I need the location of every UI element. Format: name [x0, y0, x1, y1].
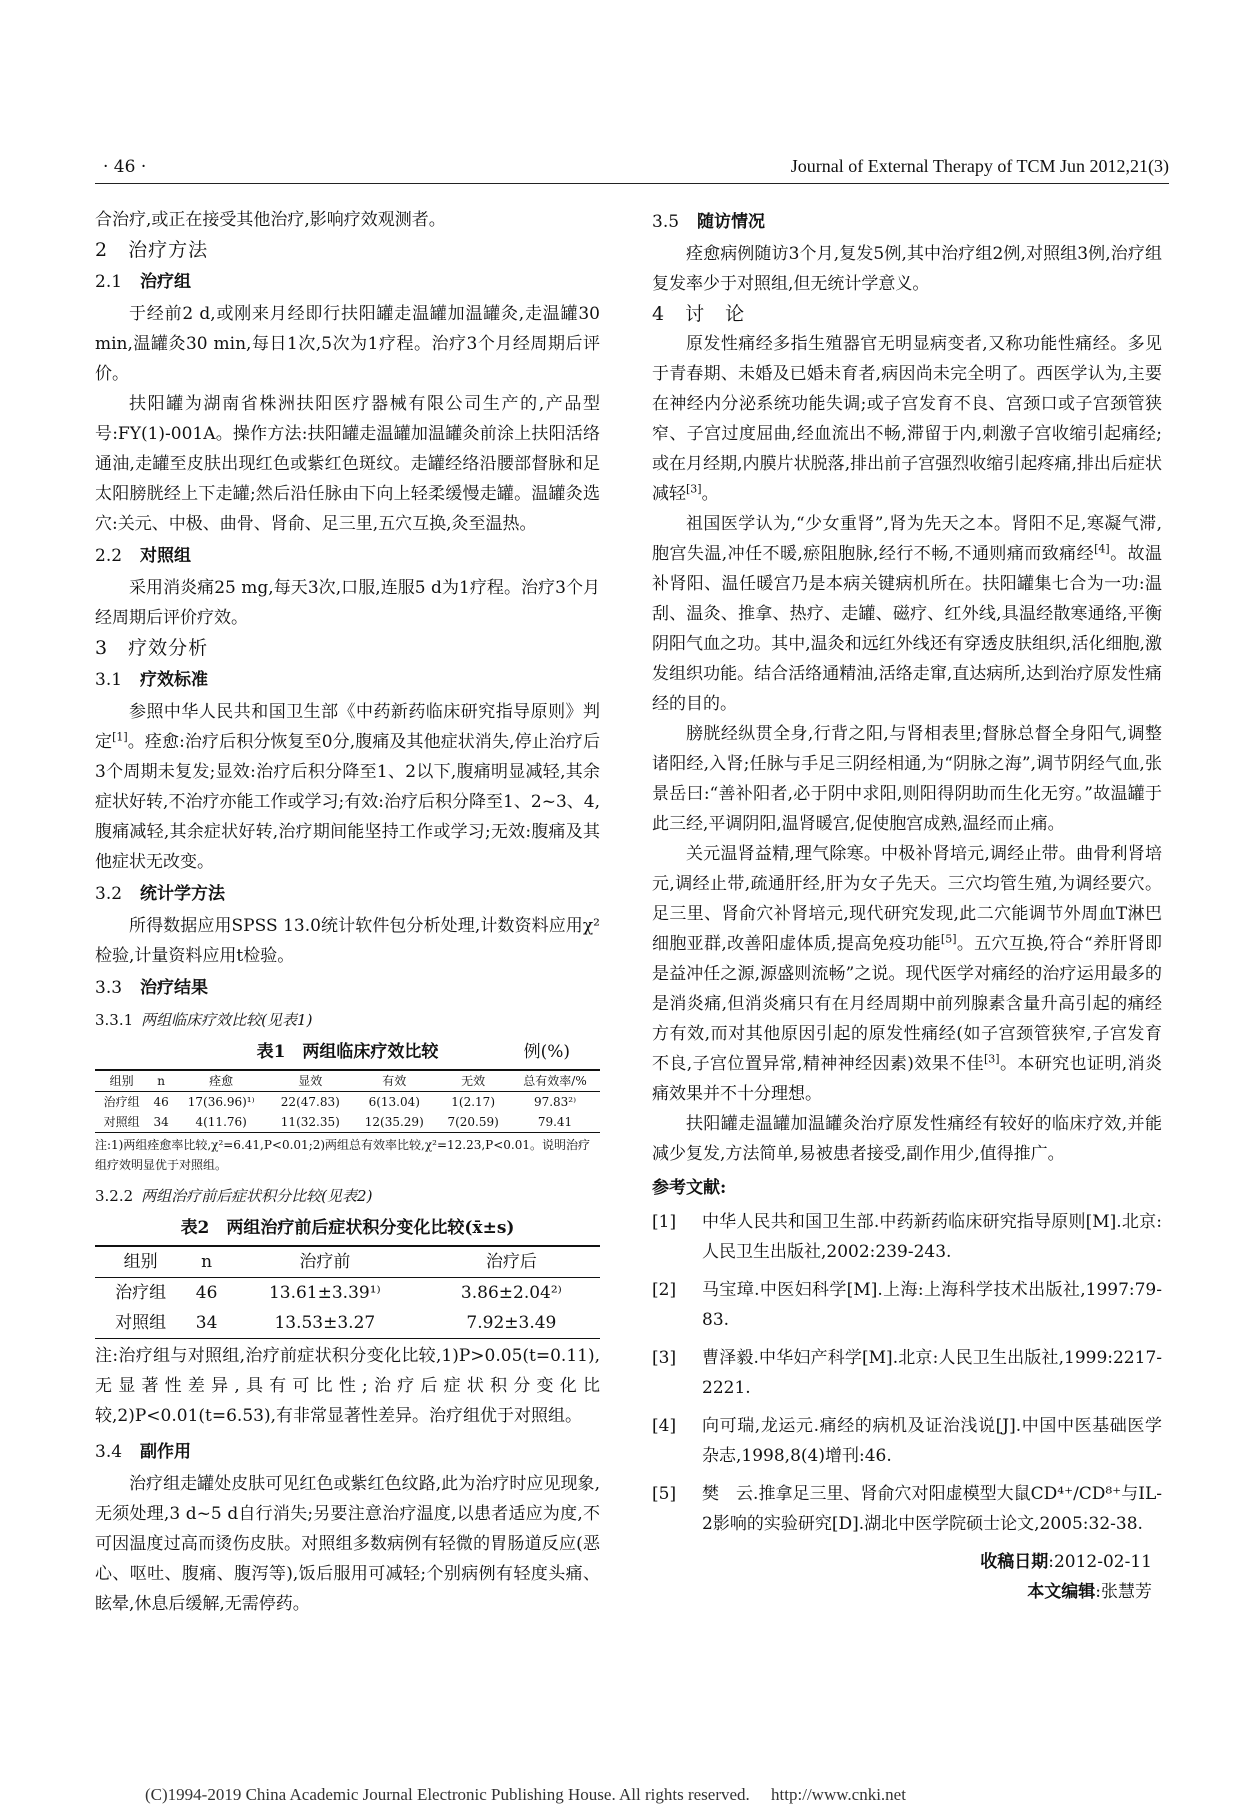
- table-cell: 34: [195, 1313, 218, 1333]
- citation: [1]: [112, 730, 128, 744]
- subsubsection-number: 3.3.1: [95, 1011, 134, 1029]
- reference-number: [2]: [652, 1280, 677, 1300]
- table-row: [95, 1112, 600, 1133]
- subsubsection-heading: [95, 1005, 600, 1035]
- citation: [3]: [983, 1052, 1000, 1066]
- paragraph: 扶阳罐为湖南省株洲扶阳医疗器械有限公司生产的,产品型号:FY(1)-001A。操作方法:扶阳罐走温罐加温罐灸前涂上扶阳活络通油,走罐至皮肤出现红色或紫红色斑纹。走罐经络沿腰部督脉和足太阳膀胱经上下走罐;然后沿任脉由下向上轻柔缓慢走罐。温罐灸选穴:关元、中极、曲骨、肾俞、足三里,五穴互换,灸至温热。: [95, 394, 600, 534]
- table-cell: 97.83²⁾: [533, 1095, 577, 1109]
- table-cell: 13.61±3.39¹⁾: [268, 1283, 381, 1303]
- subsubsection-title: 两组治疗前后症状积分比较(见表2): [141, 1187, 373, 1205]
- journal-header: Journal of External Therapy of TCM Jun 2012,21(3): [790, 156, 1169, 176]
- paragraph: 扶阳罐走温罐加温罐灸治疗原发性痛经有较好的临床疗效,并能减少复发,方法简单,易被患者接受,副作用少,值得推广。: [652, 1114, 1162, 1164]
- table-header-cell: n: [201, 1252, 213, 1272]
- table-cell: 17(36.96)¹⁾: [187, 1095, 255, 1109]
- table-cell: 12(35.29): [364, 1115, 424, 1129]
- paragraph: [95, 697, 600, 877]
- reference-number: [4]: [652, 1416, 677, 1436]
- reference-text: 马宝璋.中医妇科学[M].上海:上海科学技术出版社,1997:79-83.: [702, 1280, 1162, 1330]
- section-heading: 3 疗效分析: [95, 637, 209, 659]
- reference-number: [5]: [652, 1484, 677, 1504]
- section-heading: 4 讨 论: [652, 303, 746, 325]
- table-cell: 34: [153, 1115, 169, 1129]
- table-header-row: [95, 1070, 600, 1092]
- subsection-number: 3.1: [95, 670, 123, 690]
- table-cell: 11(32.35): [280, 1115, 340, 1129]
- subsection-heading: [95, 267, 600, 297]
- section-heading: 2 治疗方法: [95, 239, 209, 261]
- table-row: [95, 1278, 600, 1309]
- table-cell: 治疗组: [115, 1283, 167, 1303]
- left-column: [95, 205, 600, 1619]
- subsection-heading: [95, 1437, 600, 1467]
- reference-text: 中华人民共和国卫生部.中药新药临床研究指导原则[M].北京:人民卫生出版社,2002:239-243.: [702, 1212, 1162, 1262]
- subsection-title: 疗效标准: [140, 670, 209, 690]
- table-cell: 6(13.04): [368, 1095, 420, 1109]
- subsection-number: 3.4: [95, 1442, 123, 1462]
- subsubsection-heading: [95, 1181, 600, 1211]
- table-cell: 46: [195, 1283, 218, 1303]
- reference-item: [652, 1479, 1162, 1539]
- table-cell: 7(20.59): [447, 1115, 499, 1129]
- reference-number: [3]: [652, 1348, 677, 1368]
- editor-label: 本文编辑: [1027, 1582, 1096, 1602]
- table2-caption: 表2 两组治疗前后症状积分变化比较(x̄±s): [180, 1218, 515, 1238]
- received-label: 收稿日期: [980, 1552, 1049, 1572]
- reference-text: 樊 云.推拿足三里、肾俞穴对阳虚模型大鼠CD⁴⁺/CD⁸⁺与IL-2影响的实验研究[D].湖北中医学院硕士论文,2005:32-38.: [702, 1484, 1162, 1534]
- reference-text: 向可瑞,龙运元.痛经的病机及证治浅说[J].中国中医基础医学杂志,1998,8(4)增刊:46.: [702, 1416, 1162, 1466]
- table1: [95, 1069, 600, 1133]
- text: 原发性痛经多指生殖器官无明显病变者,又称功能性痛经。多见于青春期、未婚及已婚未育者,病因尚未完全明了。西医学认为,主要在神经内分泌系统功能失调;或子宫发育不良、宫颈口或子宫颈管狭窄、子宫过度屈曲,经血流出不畅,滞留于内,刺激子宫收缩引起痛经;或在月经期,内膜片状脱落,排出前子宫强烈收缩引起疼痛,排出后症状减轻: [652, 334, 1162, 504]
- table2: [95, 1245, 600, 1339]
- subsection-heading: [95, 541, 600, 571]
- paragraph: 治疗组走罐处皮肤可见红色或紫红色纹路,此为治疗时应见现象,无须处理,3 d~5 d自行消失;另要注意治疗温度,以患者适应为度,不可因温度过高而烫伤皮肤。对照组多数病例有轻微的胃肠道反应(恶心、呕吐、腹痛、腹泻等),饭后服用可减轻;个别病例有轻度头痛、眩晕,休息后缓解,无需停药。: [95, 1474, 600, 1614]
- table-header-cell: n: [157, 1074, 166, 1088]
- subsection-heading: [95, 665, 600, 695]
- citation: [5]: [940, 932, 957, 946]
- paragraph: 所得数据应用SPSS 13.0统计软件包分析处理,计数资料应用χ² 检验,计量资料应用t检验。: [95, 916, 600, 966]
- subsection-title: 随访情况: [697, 212, 766, 232]
- subsection-title: 治疗结果: [140, 978, 209, 998]
- table-cell: 对照组: [115, 1313, 167, 1333]
- subsection-title: 对照组: [140, 546, 192, 566]
- reference-item: [652, 1207, 1162, 1267]
- table-header-cell: 总有效率/%: [523, 1074, 587, 1088]
- table-header-row: [95, 1246, 600, 1278]
- references-heading: 参考文献:: [652, 1178, 727, 1198]
- reference-item: [652, 1275, 1162, 1335]
- table-cell: 4(11.76): [195, 1115, 247, 1129]
- table-cell: 对照组: [103, 1115, 140, 1129]
- table2-note: 注:治疗组与对照组,治疗前症状积分变化比较,1)P>0.05(t=0.11),无显著性差异,具有可比性;治疗后症状积分变化比较,2)P<0.01(t=6.53),有非常显著性差异。治疗组优于对照组。: [95, 1346, 600, 1426]
- table-header-cell: 组别: [123, 1252, 158, 1272]
- table-cell: 22(47.83): [280, 1095, 340, 1109]
- text: 祖国医学认为,“少女重肾”,肾为先天之本。肾阳不足,寒凝气滞,胞宫失温,冲任不暖,瘀阻胞脉,经行不畅,不通则痛而致痛经: [652, 514, 1162, 564]
- table-cell: 治疗组: [103, 1095, 140, 1109]
- table-header-cell: 组别: [109, 1074, 134, 1088]
- paragraph: 采用消炎痛25 mg,每天3次,口服,连服5 d为1疗程。治疗3个月经周期后评价疗效。: [95, 578, 600, 628]
- paragraph: 合治疗,或正在接受其他治疗,影响疗效观测者。: [95, 210, 446, 230]
- subsection-title: 副作用: [140, 1442, 192, 1462]
- table-header-cell: 痊愈: [209, 1074, 234, 1088]
- text: 关元温肾益精,理气除寒。中极补肾培元,调经止带。曲骨利肾培元,调经止带,疏通肝经,肝为女子先天。三穴均管生殖,为调经要穴。足三里、肾俞穴补肾培元,现代研究发现,此二穴能调节外周血T淋巴细胞亚群,改善阳虚体质,提高免疫功能: [652, 844, 1162, 954]
- editor-line: [652, 1577, 1162, 1607]
- table-cell: 1(2.17): [451, 1095, 495, 1109]
- text: 参照中华人民共和国卫生部《中药新药临床研究指导原则》判定: [95, 702, 600, 752]
- table-row: [95, 1092, 600, 1113]
- subsubsection-number: 3.2.2: [95, 1187, 134, 1205]
- citation: [3]: [686, 482, 702, 496]
- received-value: :2012-02-11: [1048, 1552, 1152, 1572]
- text: 。本研究也证明,消炎痛效果并不十分理想。: [652, 1054, 1162, 1104]
- subsection-title: 治疗组: [140, 272, 192, 292]
- page-number: · 46 ·: [103, 157, 147, 177]
- text: 。: [701, 484, 719, 504]
- subsection-number: 3.5: [652, 212, 680, 232]
- reference-item: [652, 1411, 1162, 1471]
- table-header-cell: 有效: [382, 1074, 407, 1088]
- text: 。五穴互换,符合“养肝肾即是益冲任之源,源盛则流畅”之说。现代医学对痛经的治疗运用最多的是消炎痛,但消炎痛只有在月经周期中前列腺素含量升高引起的痛经方有效,而对其他原因引起的原发性痛经(如子宫颈管狭窄,子宫发育不良,子宫位置异常,精神神经因素)效果不佳: [652, 934, 1162, 1074]
- table1-note: 注:1)两组痊愈率比较,χ²=6.41,P<0.01;2)两组总有效率比较,χ²=12.23,P<0.01。说明治疗组疗效明显优于对照组。: [95, 1138, 591, 1172]
- subsection-title: 统计学方法: [140, 884, 226, 904]
- table-row: [95, 1308, 600, 1339]
- right-column: [652, 205, 1162, 1607]
- table1-caption: [95, 1037, 600, 1067]
- subsection-number: 2.2: [95, 546, 123, 566]
- editor-value: :张慧芳: [1095, 1582, 1152, 1602]
- text: 。痊愈:治疗后积分恢复至0分,腹痛及其他症状消失,停止治疗后3个周期未复发;显效:治疗后积分降至1、2以下,腹痛明显减轻,其余症状好转,不治疗亦能工作或学习;有效:治疗后积分降至1、2~3、4,腹痛减轻,其余症状好转,治疗期间能坚持工作或学习;无效:腹痛及其他症状无改变。: [95, 732, 601, 872]
- table-cell: 46: [153, 1095, 169, 1109]
- table-cell: 3.86±2.04²⁾: [460, 1283, 562, 1303]
- table1-title: 表1 两组临床疗效比较: [256, 1042, 439, 1062]
- subsection-number: 3.2: [95, 884, 123, 904]
- table-cell: 79.41: [537, 1115, 573, 1129]
- subsection-number: 3.3: [95, 978, 123, 998]
- paragraph: [652, 839, 1162, 1109]
- table-cell: 7.92±3.49: [466, 1313, 557, 1333]
- paragraph: 于经前2 d,或刚来月经即行扶阳罐走温罐加温罐灸,走温罐30 min,温罐灸30 min,每日1次,5次为1疗程。治疗3个月经周期后评价。: [95, 304, 600, 384]
- table-header-cell: 治疗前: [299, 1252, 351, 1272]
- table-header-cell: 无效: [461, 1074, 486, 1088]
- header-rule: [95, 183, 1169, 184]
- subsection-heading: [95, 973, 600, 1003]
- table1-unit: 例(%): [523, 1042, 570, 1062]
- subsection-heading: [95, 879, 600, 909]
- paragraph: [652, 509, 1162, 719]
- received-date: [652, 1547, 1162, 1577]
- subsubsection-title: 两组临床疗效比较(见表1): [141, 1011, 313, 1029]
- text: 。故温补肾阳、温任暖宫乃是本病关键病机所在。扶阳罐集七合为一功:温刮、温灸、推拿、热疗、走罐、磁疗、红外线,具温经散寒通络,平衡阴阳气血之功。其中,温灸和远红外线还有穿透皮肤组织,活化细胞,激发组织功能。结合活络通精油,活络走窜,直达病所,达到治疗原发性痛经的目的。: [652, 544, 1162, 714]
- citation: [4]: [1094, 542, 1110, 556]
- table-header-cell: 治疗后: [485, 1252, 537, 1272]
- paragraph: 膀胱经纵贯全身,行背之阳,与肾相表里;督脉总督全身阳气,调整诸阳经,入肾;任脉与手足三阴经相通,为“阴脉之海”,调节阴经气血,张景岳曰:“善补阳者,必于阴中求阳,则阳得阴助而生化无穷。”故温罐于此三经,平调阴阳,温肾暖宫,促使胞宫成熟,温经而止痛。: [652, 724, 1162, 834]
- reference-item: [652, 1343, 1162, 1403]
- table-header-cell: 显效: [298, 1074, 323, 1088]
- table-cell: 13.53±3.27: [274, 1313, 376, 1333]
- reference-number: [1]: [652, 1212, 677, 1232]
- subsection-heading: [652, 207, 1162, 237]
- paragraph: [652, 329, 1162, 509]
- reference-text: 曹泽毅.中华妇产科学[M].北京:人民卫生出版社,1999:2217-2221.: [702, 1348, 1162, 1398]
- subsection-number: 2.1: [95, 272, 123, 292]
- paragraph: 痊愈病例随访3个月,复发5例,其中治疗组2例,对照组3例,治疗组复发率少于对照组,但无统计学意义。: [652, 244, 1162, 294]
- copyright-footer: (C)1994-2019 China Academic Journal Electronic Publishing House. All rights reserved. http://www.cnki.net: [145, 1785, 906, 1804]
